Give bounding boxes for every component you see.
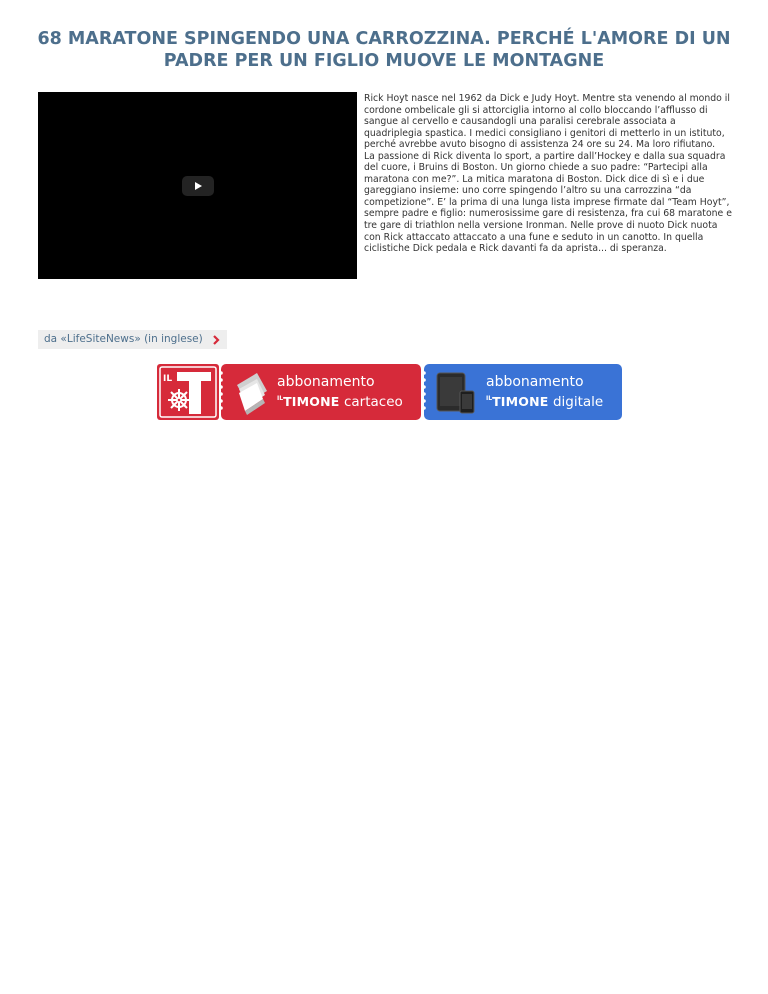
paper-kind: cartaceo [343,394,403,410]
digital-subscription-button[interactable] [424,364,622,420]
chevron-right-icon [211,335,221,345]
subscription-banner [157,364,622,420]
article-paragraph: La passione di Rick diventa lo sport, a partire dall’Hockey e dalla sua squadra del cuore, i Bruins di Boston. Un giorno chiede a suo padre: “Partecipi alla maratona con me?”. La mitica maratona di Boston. Dick dice di sì e i due gareggiano insieme: uno corre spingendo l’altro su una carrozzina “da competizione”. E’ la prima di una lunga lista imprese firmate dal “Team Hoyt”, sempre padre e figlio: numerosissime gare di resistenza, fra cui 68 maratone e tre gare di triathlon nella versione Ironman. Nelle prove di nuoto Dick nuota con Rick attaccato attaccato a una fune e seduto in un canotto. In quella ciclistiche Dick pedala e Rick davanti fa da aprista... di speranza. [364,150,732,255]
source-link[interactable] [38,330,227,349]
ship-wheel-icon [157,364,219,420]
source-link-label: da «LifeSiteNews» (in inglese) [44,333,203,345]
digital-kind: digitale [552,394,604,410]
article-title: 68 MARATONE SPINGENDO UNA CARROZZINA. PERCHÉ L'AMORE DI UN PADRE PER UN FIGLIO MUOVE LE MONTAGNE [37,29,731,71]
video-player[interactable] [38,92,357,279]
digital-brand: TIMONE [492,394,549,409]
article-body [364,93,732,255]
digital-keyword: abbonamento [486,374,584,390]
tablet-phone-icon [436,371,478,415]
ticket-perforation [218,370,224,414]
il-timone-logo [157,364,219,420]
paper-keyword: abbonamento [277,374,375,390]
play-button[interactable] [182,176,214,196]
play-icon [195,182,202,190]
newspaper-icon [233,369,269,415]
paper-brand: TIMONE [283,394,340,409]
ticket-perforation [421,370,427,414]
svg-text:IL: IL [163,374,173,384]
paper-brand-line [277,391,403,410]
digital-brand-prefix: IL [486,395,493,402]
digital-brand-line [486,391,603,410]
paper-brand-prefix: IL [277,395,284,402]
paper-subscription-button[interactable] [221,364,421,420]
article-paragraph: Rick Hoyt nasce nel 1962 da Dick e Judy Hoyt. Mentre sta venendo al mondo il cordone ombelicale gli si attorciglia intorno al collo bloccando l’afflusso di sangue al cervello e causandogli una paralisi cerebrale associata a quadriplegia spastica. I medici consigliano i genitori di metterlo in un istituto, perché avrebbe avuto bisogno di assistenza 24 ore su 24. Ma loro rifiutano. [364,93,730,151]
